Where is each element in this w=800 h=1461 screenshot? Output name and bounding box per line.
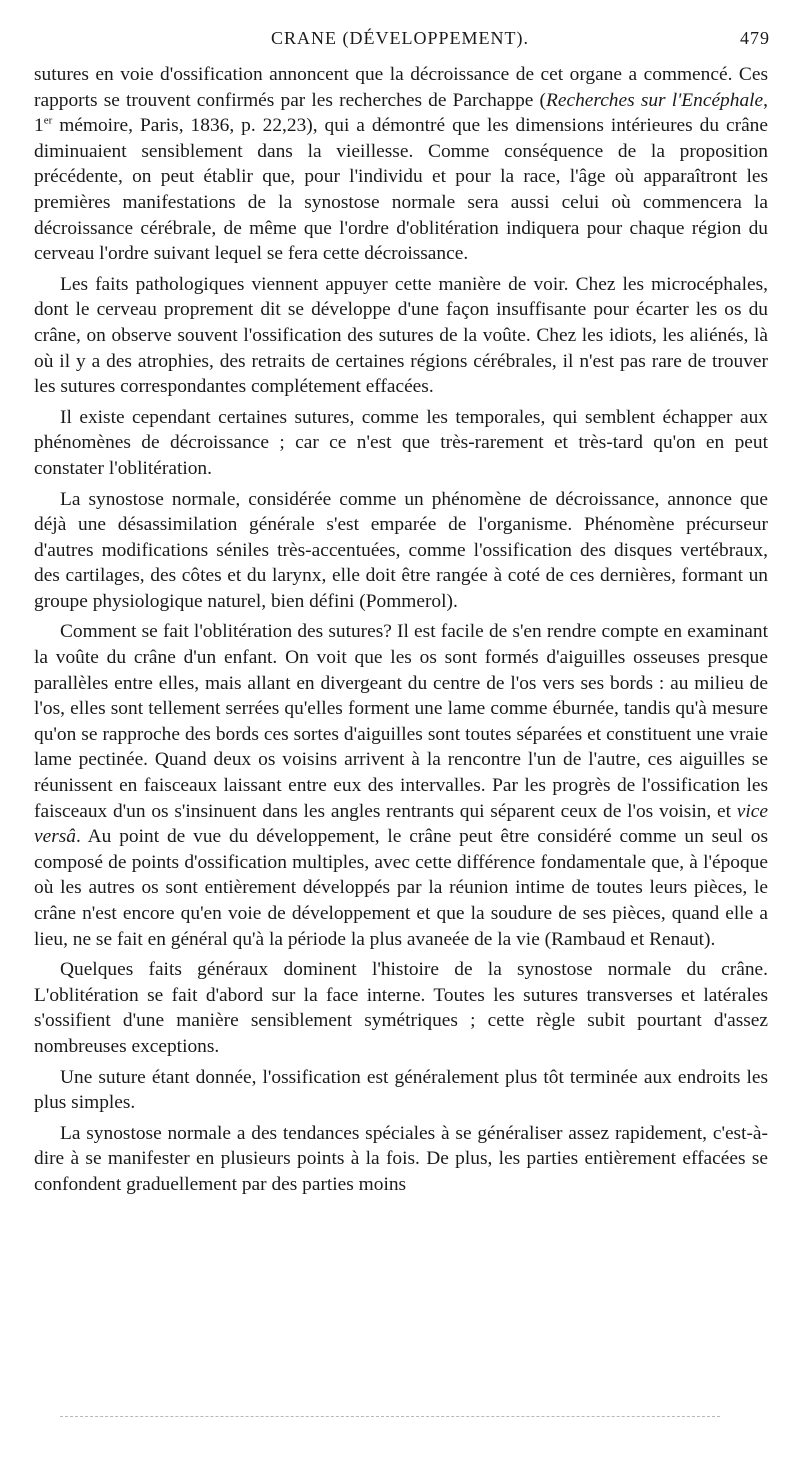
text-run: sutures en voie d'ossification annoncent que la décroissance de cet organe a commencé. Ces rapports se trouvent confirmés par les recherches de Parchappe ( (34, 64, 768, 111)
paragraph (34, 487, 768, 615)
paragraph (34, 62, 768, 267)
text-run: , 1 (34, 89, 768, 137)
text-run: Les faits pathologiques viennent appuyer cette manière de voir. Chez les microcéphales, dont le cerveau proprement dit se développe d'une façon insuffisante pour écarter les os du crâne, on observe souvent l'ossification des sutures de la voûte. Chez les idiots, les aliénés, là où il y a des atrophies, des retraits de certaines régions cérébrales, il n'est pas rare de trouver les sutures correspondantes complétement effacées. (34, 273, 768, 398)
paragraph (34, 272, 768, 400)
text-run: Comment se fait l'oblitération des sutures? Il est facile de s'en rendre compte en examinant la voûte du crâne d'un enfant. On voit que les os sont formés d'aiguilles osseuses presque parallèles entre elles, mais allant en divergeant du centre de l'os vers ses bords : au milieu de l'os, elles sont tellement serrées qu'elles forment une lame comme éburnée, tandis qu'à mesure qu'on se rapproche des bords ces sortes d'aiguilles sont toutes séparées et constituent une vraie lame pectinée. Quand deux os voisins arrivent à la rencontre l'un de l'autre, ces aiguilles se réunissent en faisceaux laissant entre eux des intervalles. Par les progrès de l'ossification les faisceaux d'un os s'insinuent dans les angles rentrants qui séparent ceux de l'os voisin, et (34, 621, 768, 822)
footer-rule (60, 1416, 720, 1417)
paragraph (34, 1121, 768, 1198)
page-title: CRANE (DÉVELOPPEMENT). (271, 28, 529, 48)
italic-text: Recherches sur l'Encéphale (546, 89, 764, 111)
text-run: La synostose normale, considérée comme un phénomène de décroissance, annonce que déjà une désassimilation générale s'est emparée de l'organisme. Phénomène précurseur d'autres modifications séniles très-accentuées, comme l'ossification des disques vertébraux, des cartilages, des côtes et du larynx, elle doit être rangée à coté de ces dernières, formant un groupe physiologique naturel, bien défini (Pommerol). (34, 488, 768, 612)
text-run: . Au point de vue du développement, le crâne peut être considéré comme un seul os composé de points d'ossification multiples, avec cette différence fondamentale que, à l'époque où les autres os sont entièrement développés par la réunion intime de toutes leurs pièces, le crâne n'est encore qu'en voie de développement et que la soudure de ses pièces, quand elle a lieu, ne se fait en général qu'à la période la plus avaneée de la vie (Rambaud et Renaut). (34, 826, 768, 950)
superscript-text: er (43, 114, 53, 127)
running-header (30, 28, 770, 56)
text-run: Il existe cependant certaines sutures, comme les temporales, qui semblent échapper aux phénomènes de décroissance ; car ce n'est que très-rarement et très-tard qu'on en peut constater l'oblitération. (34, 406, 768, 479)
paragraph (34, 619, 768, 952)
body-text (34, 62, 768, 1203)
text-run: Une suture étant donnée, l'ossification est généralement plus tôt terminée aux endroits les plus simples. (34, 1066, 768, 1114)
page-number: 479 (740, 28, 770, 48)
text-run: mémoire, Paris, 1836, p. 22,23), qui a démontré que les dimensions intérieures du crâne diminuaient sensiblement dans la vieillesse. Comme conséquence de la proposition précédente, on peut établir que, pour l'individu et pour la race, l'âge où apparaîtront les premières manifestations de la synostose normale sera aussi celui où commencera la décroissance cérébrale, de même que l'ordre d'oblitération indiquera pour chaque région du cerveau l'ordre suivant lequel se fera cette décroissance. (34, 115, 768, 265)
paragraph (34, 405, 768, 482)
text-run: Quelques faits généraux dominent l'histoire de la synostose normale du crâne. L'oblitération se fait d'abord sur la face interne. Toutes les sutures transverses et latérales s'ossifient d'une manière sensiblement symétriques ; cette règle subit pourtant d'assez nombreuses exceptions. (34, 959, 768, 1057)
paragraph (34, 1065, 768, 1116)
italic-text: vice versâ (34, 800, 768, 848)
text-run: La synostose normale a des tendances spéciales à se généraliser assez rapidement, c'est-à-dire à se manifester en plusieurs points à la fois. De plus, les parties entièrement effacées se confondent graduellement par des parties moins (34, 1122, 768, 1195)
paragraph (34, 957, 768, 1059)
